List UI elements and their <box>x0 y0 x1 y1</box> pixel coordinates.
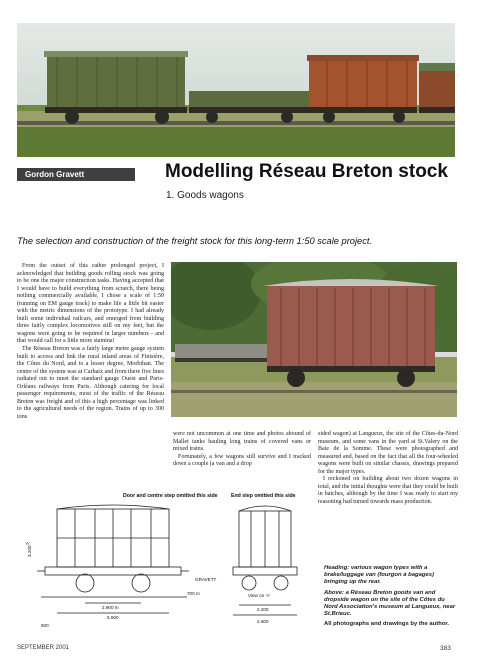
museum-photo-art <box>171 262 457 417</box>
photo-credits: All photographs and drawings by the author. <box>324 621 450 627</box>
drawing-label-right: End step omitted this side <box>231 493 296 499</box>
page-number: 383 <box>440 645 451 652</box>
paragraph: were not uncommon at one time and photos abound of Mallet tanks hauling long trains of covered vans or mixed trains. <box>173 431 311 453</box>
view-a-marker: 'A' <box>25 541 30 546</box>
dim-height: 3.200 <box>27 545 32 557</box>
footer-date: SEPTEMBER 2001 <box>17 645 70 651</box>
caption-above: Above: a Réseau Breton goods van and dropside wagon on the site of the Côtes du Nord Association's museum at Langueux, near St.Brieuc. <box>324 590 456 617</box>
author-byline: Gordon Gravett <box>17 168 135 181</box>
dim-buffer: 700 m <box>187 591 200 596</box>
text-column-3 <box>318 431 458 506</box>
wagon-drawing-art <box>17 485 313 635</box>
wagon-drawing <box>17 485 313 635</box>
dim-width-outer: 2.600 <box>257 619 269 624</box>
paragraph: I reckoned on building about two dozen wagons in total, and the initial thoughts were that they could be built in batches, although by the time I was ready to start my reasoning had turned towards mass production. <box>318 476 458 505</box>
text-column-2 <box>173 431 311 469</box>
dim-width-inner: 2.200 <box>257 607 269 612</box>
dim-wheelbase: 2.900 m <box>102 605 119 610</box>
article-title: Modelling Réseau Breton stock <box>165 161 448 182</box>
header-photo <box>17 23 455 157</box>
caption-heading: Heading: various wagon types with a brake/luggage van (fourgon à bagages) bringing up the rear. <box>324 565 434 585</box>
drawing-signature: GRAVETT <box>195 577 217 582</box>
dim-left-small: 500 <box>41 623 49 628</box>
standfirst: The selection and construction of the freight stock for this long-term 1:50 scale project. <box>17 236 373 246</box>
paragraph: The Réseau Breton was a fairly large metre gauge system built to access and link the rural inland areas of Finistère, the Côtes du Nord, and to a lesser degree, Morbihan. The centre of the system was at Carhaix and from there five lines radiated out to meet the standard gauge Ouest and Paris-Orléans railways from Paris. Although catering for local passenger requirements, most of the traffic of the Réseau Breton was freight and of this a high percentage was linked to the agricultural needs of the region. Trains of up to 300 tons <box>17 346 164 420</box>
article-subtitle: 1. Goods wagons <box>166 190 244 201</box>
museum-photo <box>171 262 457 417</box>
paragraph: sided wagon) at Langueux, the site of the Côtes-du-Nord museum, and some vans in the yard at St.Valery on the Baie de la Somme. These were photographed and measured and, based on the fact that all the four-wheeled wagons were built on similar chassis, drawings prepared for the major types. <box>318 431 458 475</box>
view-label: View on 'A' <box>248 593 271 598</box>
paragraph: From the outset of this rather prolonged project, I acknowledged that building goods rolling stock was going to be one the major construction tasks. Having accepted that I would have to build everything from scratch, there being nothing commercially available, I chose a scale of 1:50 (running on EM gauge track) to make life a little bit easier with the metric dimensions of the prototype. I had already built some individual railcars, and emerged from building three fairly complex locomotives still on my feet, but the wagons were going to be required in larger numbers - and that would call for a little more stamina! <box>17 263 164 345</box>
drawing-label-left: Door and centre step omitted this side <box>123 493 218 499</box>
header-photo-art <box>17 23 455 157</box>
text-column-1 <box>17 263 164 421</box>
paragraph: Fortunately, a few wagons still survive and I tracked down a couple (a van and a drop <box>173 453 311 468</box>
dim-length: 5.500 <box>107 615 119 620</box>
